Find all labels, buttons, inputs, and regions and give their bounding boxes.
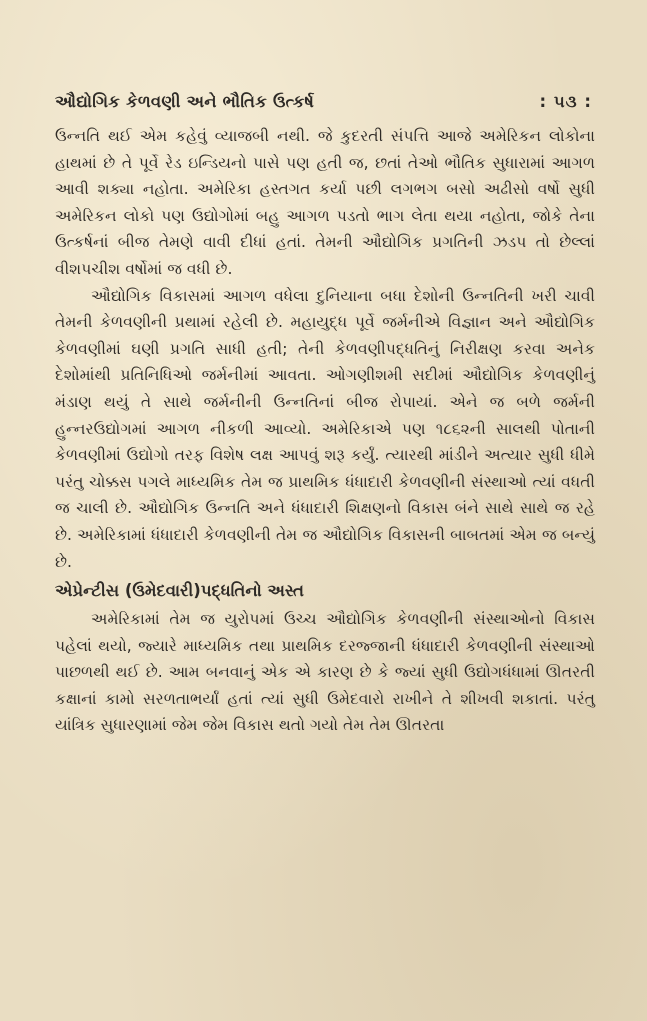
page-number: : ૫૩ : <box>539 92 592 111</box>
paragraph-apprentice-system: અમેરિકામાં તેમ જ યુરોપમાં ઉચ્ચ ઔદ્યોગિક કેળવણીની સંસ્થાઓનો વિકાસ પહેલાં થયો, જ્યારે માધ્યમિક તથા પ્રાથમિક દરજ્જાની ધંધાદારી કેળવણીની સંસ્થાઓ પાછળથી થઈ છે. આમ બનવાનું એક એ કારણ છે કે જ્યાં સુધી ઉદ્યોગધંધામાં ઊતરતી કક્ષાનાં કામો સરળતાભર્યાં હતાં ત્યાં સુધી ઉમેદવારો રાખીને તે શીખવી શકાતાં. પરંતુ યાંત્રિક સુધારણામાં જેમ જેમ વિકાસ થતો ગયો તેમ તેમ ઊતરતા <box>55 610 595 735</box>
paragraph-continuation: ઉન્નતિ થઈ એમ કહેવું વ્યાજબી નથી. જે કુદરતી સંપત્તિ આજે અમેરિકન લોકોના હાથમાં છે તે પૂર્વે રેડ ઇન્ડિયનો પાસે પણ હતી જ, છતાં તેઓ ભૌતિક સુધારામાં આગળ આવી શક્યા નહોતા. અમેરિકા હસ્તગત કર્યા પછી લગભગ બસો અઢીસો વર્ષો સુધી અમેરિકન લોકો પણ ઉદ્યોગોમાં બહુ આગળ પડતો ભાગ લેતા થયા નહોતા, જોકે તેના ઉત્કર્ષનાં બીજ તેમણે વાવી દીધાં હતાં. તેમની ઔદ્યોગિક પ્રગતિની ઝડપ તો છેલ્લાં વીશપચીશ વર્ષોમાં જ વધી છે. <box>55 127 595 278</box>
body-text <box>55 123 595 739</box>
paragraph-education-key: ઔદ્યોગિક વિકાસમાં આગળ વધેલા દુનિયાના બધા દેશોની ઉન્નતિની ખરી ચાવી તેમની કેળવણીની પ્રથામાં રહેલી છે. મહાયુદ્ધ પૂર્વે જર્મનીએ વિજ્ઞાન અને ઔદ્યોગિક કેળવણીમાં ઘણી પ્રગતિ સાધી હતી; તેની કેળવણીપદ્ધતિનું નિરીક્ષણ કરવા અનેક દેશોમાંથી પ્રતિનિધિઓ જર્મનીમાં આવતા. ઓગણીશમી સદીમાં ઔદ્યોગિક કેળવણીનું મંડાણ થયું તે સાથે જર્મનીની ઉન્નતિનાં બીજ રોપાયાં. એને જ બળે જર્મની હુન્નરઉદ્યોગમાં આગળ નીકળી આવ્યો. અમેરિકાએ પણ ૧૮૬૨ની સાલથી પોતાની કેળવણીમાં ઉદ્યોગો તરફ વિશેષ લક્ષ આપવું શરૂ કર્યું. ત્યારથી માંડીને અત્યાર સુધી ધીમે પરંતુ ચોક્કસ પગલે માધ્યમિક તેમ જ પ્રાથમિક ધંધાદારી કેળવણીની સંસ્થાઓ ત્યાં વધતી જ ચાલી છે. ઔદ્યોગિક ઉન્નતિ અને ધંધાદારી શિક્ષણનો વિકાસ બંને સાથે સાથે જ રહે છે. અમેરિકામાં ધંધાદારી કેળવણીની તેમ જ ઔદ્યોગિક વિકાસની બાબતમાં એમ જ બન્યું છે. <box>55 286 595 571</box>
section-heading: એપ્રેન્ટીસ (ઉમેદવારી)પદ્ધતિનો અસ્ત <box>55 581 304 601</box>
page-header <box>55 78 592 112</box>
running-title: ઔદ્યોગિક કેળવણી અને ભૌતિક ઉત્કર્ષ <box>55 92 315 111</box>
